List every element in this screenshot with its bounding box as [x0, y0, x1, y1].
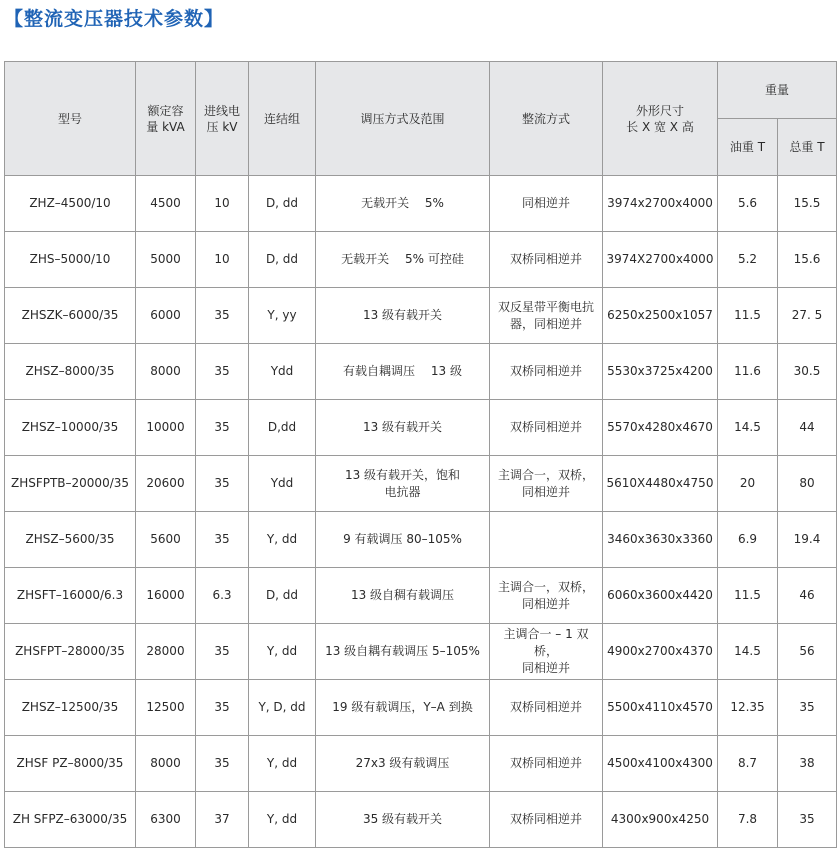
cell-total-weight: 19.4 — [778, 512, 837, 568]
header-total-weight: 总重 T — [778, 119, 837, 176]
cell-rectification: 双桥同相逆并 — [490, 680, 603, 736]
cell-voltage: 35 — [196, 512, 249, 568]
header-voltage: 进线电 压 kV — [196, 62, 249, 176]
cell-total-weight: 30.5 — [778, 344, 837, 400]
cell-connection: Y, dd — [249, 624, 316, 680]
table-row — [5, 736, 837, 792]
cell-oil-weight: 5.2 — [718, 232, 778, 288]
cell-connection: D, dd — [249, 176, 316, 232]
cell-rectification: 主调合一 – 1 双桥， 同相逆并 — [490, 624, 603, 680]
cell-oil-weight: 7.8 — [718, 792, 778, 848]
cell-model: ZHS–5000/10 — [5, 232, 136, 288]
table-row — [5, 456, 837, 512]
cell-rectification: 主调合一，双桥， 同相逆并 — [490, 456, 603, 512]
cell-total-weight: 46 — [778, 568, 837, 624]
table-row — [5, 400, 837, 456]
header-rectification: 整流方式 — [490, 62, 603, 176]
cell-rectification — [490, 512, 603, 568]
table-row — [5, 792, 837, 848]
cell-total-weight: 56 — [778, 624, 837, 680]
cell-dimensions: 3460x3630x3360 — [603, 512, 718, 568]
cell-capacity: 4500 — [136, 176, 196, 232]
cell-dimensions: 3974X2700x4000 — [603, 232, 718, 288]
cell-regulation: 9 有载调压 80–105% — [316, 512, 490, 568]
cell-capacity: 28000 — [136, 624, 196, 680]
cell-connection: Y, D, dd — [249, 680, 316, 736]
cell-capacity: 12500 — [136, 680, 196, 736]
cell-rectification: 双桥同相逆并 — [490, 400, 603, 456]
table-row — [5, 176, 837, 232]
cell-oil-weight: 11.5 — [718, 568, 778, 624]
cell-rectification: 主调合一，双桥， 同相逆并 — [490, 568, 603, 624]
cell-voltage: 10 — [196, 232, 249, 288]
cell-dimensions: 6060x3600x4420 — [603, 568, 718, 624]
cell-oil-weight: 5.6 — [718, 176, 778, 232]
cell-total-weight: 15.6 — [778, 232, 837, 288]
cell-model: ZHSZK–6000/35 — [5, 288, 136, 344]
cell-regulation: 有载自耦调压 13 级 — [316, 344, 490, 400]
cell-voltage: 35 — [196, 344, 249, 400]
cell-regulation: 13 级自耦有载调压 5–105% — [316, 624, 490, 680]
cell-total-weight: 35 — [778, 792, 837, 848]
cell-voltage: 35 — [196, 736, 249, 792]
cell-rectification: 双反星带平衡电抗 器，同相逆并 — [490, 288, 603, 344]
cell-model: ZH SFPZ–63000/35 — [5, 792, 136, 848]
cell-capacity: 5600 — [136, 512, 196, 568]
table-body — [5, 176, 837, 848]
cell-model: ZHSZ–8000/35 — [5, 344, 136, 400]
cell-voltage: 37 — [196, 792, 249, 848]
cell-oil-weight: 6.9 — [718, 512, 778, 568]
cell-dimensions: 4500x4100x4300 — [603, 736, 718, 792]
cell-dimensions: 5500x4110x4570 — [603, 680, 718, 736]
cell-regulation: 19 级有载调压，Y–A 到换 — [316, 680, 490, 736]
cell-model: ZHSZ–12500/35 — [5, 680, 136, 736]
cell-regulation: 无载开关 5% — [316, 176, 490, 232]
cell-voltage: 35 — [196, 456, 249, 512]
cell-capacity: 6000 — [136, 288, 196, 344]
cell-connection: Y, dd — [249, 736, 316, 792]
cell-oil-weight: 20 — [718, 456, 778, 512]
cell-regulation: 35 级有载开关 — [316, 792, 490, 848]
cell-total-weight: 44 — [778, 400, 837, 456]
cell-dimensions: 5530x3725x4200 — [603, 344, 718, 400]
table-row — [5, 288, 837, 344]
cell-model: ZHSFT–16000/6.3 — [5, 568, 136, 624]
table-row — [5, 232, 837, 288]
cell-dimensions: 5610X4480x4750 — [603, 456, 718, 512]
page-title: 【整流变压器技术参数】 — [4, 8, 225, 30]
cell-connection: D, dd — [249, 568, 316, 624]
cell-regulation: 27x3 级有载调压 — [316, 736, 490, 792]
table-row — [5, 512, 837, 568]
cell-connection: Y, dd — [249, 792, 316, 848]
cell-model: ZHSZ–5600/35 — [5, 512, 136, 568]
cell-capacity: 20600 — [136, 456, 196, 512]
cell-dimensions: 4900x2700x4370 — [603, 624, 718, 680]
cell-connection: D,dd — [249, 400, 316, 456]
cell-model: ZHZ–4500/10 — [5, 176, 136, 232]
cell-total-weight: 38 — [778, 736, 837, 792]
cell-total-weight: 35 — [778, 680, 837, 736]
cell-voltage: 6.3 — [196, 568, 249, 624]
cell-model: ZHSZ–10000/35 — [5, 400, 136, 456]
cell-model: ZHSFPTB–20000/35 — [5, 456, 136, 512]
header-model: 型号 — [5, 62, 136, 176]
cell-voltage: 35 — [196, 624, 249, 680]
cell-oil-weight: 11.6 — [718, 344, 778, 400]
header-weight: 重量 — [718, 62, 837, 119]
cell-capacity: 10000 — [136, 400, 196, 456]
cell-capacity: 6300 — [136, 792, 196, 848]
cell-voltage: 35 — [196, 680, 249, 736]
cell-connection: D, dd — [249, 232, 316, 288]
cell-dimensions: 4300x900x4250 — [603, 792, 718, 848]
cell-rectification: 双桥同相逆并 — [490, 736, 603, 792]
cell-rectification: 双桥同相逆并 — [490, 792, 603, 848]
cell-capacity: 16000 — [136, 568, 196, 624]
cell-total-weight: 27. 5 — [778, 288, 837, 344]
cell-capacity: 8000 — [136, 736, 196, 792]
cell-rectification: 同相逆并 — [490, 176, 603, 232]
cell-connection: Ydd — [249, 344, 316, 400]
cell-voltage: 10 — [196, 176, 249, 232]
cell-oil-weight: 8.7 — [718, 736, 778, 792]
header-oil-weight: 油重 T — [718, 119, 778, 176]
cell-connection: Y, dd — [249, 512, 316, 568]
cell-regulation: 13 级自稠有载调压 — [316, 568, 490, 624]
cell-regulation: 13 级有载开关 — [316, 288, 490, 344]
cell-voltage: 35 — [196, 400, 249, 456]
cell-dimensions: 3974x2700x4000 — [603, 176, 718, 232]
cell-oil-weight: 11.5 — [718, 288, 778, 344]
header-regulation: 调压方式及范围 — [316, 62, 490, 176]
cell-total-weight: 80 — [778, 456, 837, 512]
table-row — [5, 680, 837, 736]
cell-connection: Y, yy — [249, 288, 316, 344]
cell-regulation: 无载开关 5% 可控硅 — [316, 232, 490, 288]
cell-regulation: 13 级有载开关 — [316, 400, 490, 456]
cell-model: ZHSF PZ–8000/35 — [5, 736, 136, 792]
cell-rectification: 双桥同相逆并 — [490, 344, 603, 400]
cell-oil-weight: 14.5 — [718, 624, 778, 680]
table-row — [5, 568, 837, 624]
cell-capacity: 8000 — [136, 344, 196, 400]
cell-regulation: 13 级有载开关，饱和 电抗器 — [316, 456, 490, 512]
cell-rectification: 双桥同相逆并 — [490, 232, 603, 288]
cell-connection: Ydd — [249, 456, 316, 512]
table-row — [5, 624, 837, 680]
header-dimensions: 外形尺寸 长 X 宽 X 高 — [603, 62, 718, 176]
cell-dimensions: 5570x4280x4670 — [603, 400, 718, 456]
cell-oil-weight: 12.35 — [718, 680, 778, 736]
header-connection: 连结组 — [249, 62, 316, 176]
cell-oil-weight: 14.5 — [718, 400, 778, 456]
cell-dimensions: 6250x2500x1057 — [603, 288, 718, 344]
table-row — [5, 344, 837, 400]
cell-total-weight: 15.5 — [778, 176, 837, 232]
cell-model: ZHSFPT–28000/35 — [5, 624, 136, 680]
header-capacity: 额定容 量 kVA — [136, 62, 196, 176]
cell-capacity: 5000 — [136, 232, 196, 288]
cell-voltage: 35 — [196, 288, 249, 344]
spec-table — [4, 61, 837, 848]
